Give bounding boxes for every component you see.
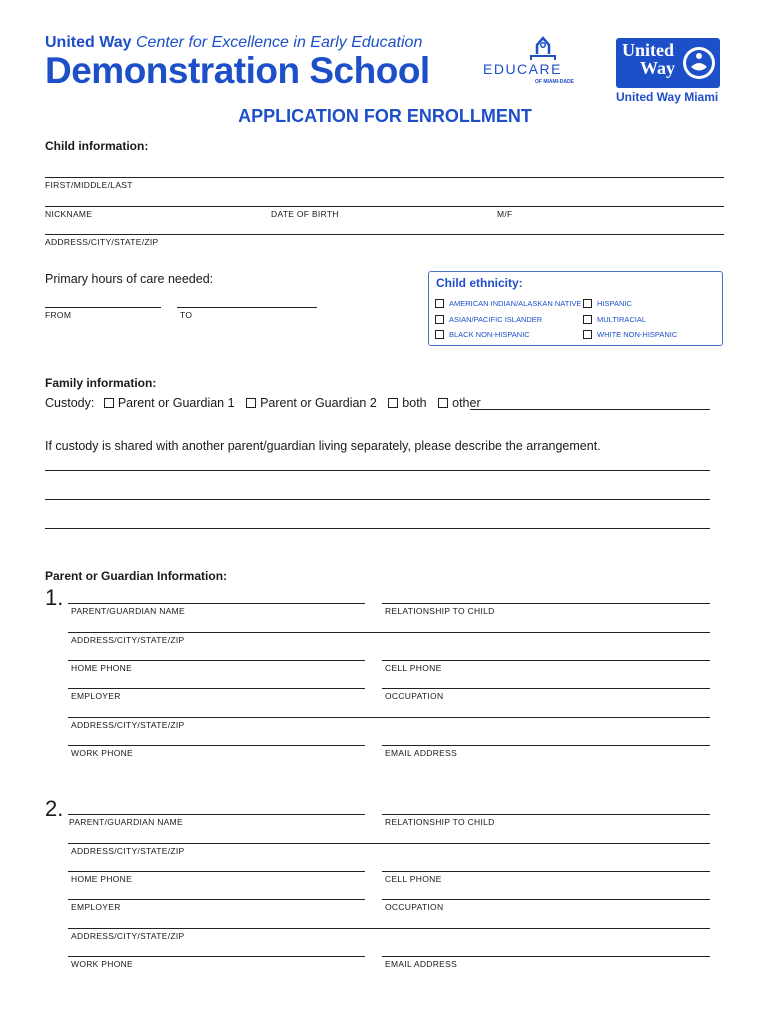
g1-occupation-field[interactable] xyxy=(382,688,710,689)
educare-sub: OF MIAMI-DADE xyxy=(535,79,574,85)
g2-home-phone-label: HOME PHONE xyxy=(71,874,133,884)
g1-cell-phone-label: CELL PHONE xyxy=(385,663,442,673)
custody-option-both[interactable]: both xyxy=(388,396,426,410)
g2-cell-phone-field[interactable] xyxy=(382,871,710,872)
g1-employer-field[interactable] xyxy=(68,688,365,689)
ethnicity-option-black[interactable]: BLACK NON-HISPANIC xyxy=(435,330,530,340)
ethnicity-option-asian[interactable]: ASIAN/PACIFIC ISLANDER xyxy=(435,315,542,325)
g2-address-label: ADDRESS/CITY/STATE/ZIP xyxy=(71,846,185,856)
g2-employer-field[interactable] xyxy=(68,899,365,900)
g2-occupation-label: OCCUPATION xyxy=(385,902,444,912)
from-field[interactable] xyxy=(45,307,161,308)
child-name-label: FIRST/MIDDLE/LAST xyxy=(45,180,133,190)
arrangement-line-1[interactable] xyxy=(45,470,710,471)
uw-logo-line2: Way xyxy=(640,58,676,78)
ethnicity-option-hispanic[interactable]: HISPANIC xyxy=(583,299,632,309)
g2-employer-label: EMPLOYER xyxy=(71,902,121,912)
g1-name-label: PARENT/GUARDIAN NAME xyxy=(71,606,185,616)
helping-hand-icon xyxy=(682,45,716,81)
g2-work-address-field[interactable] xyxy=(68,928,710,929)
g2-work-phone-field[interactable] xyxy=(68,956,365,957)
g1-work-phone-field[interactable] xyxy=(68,745,365,746)
checkbox-icon[interactable] xyxy=(583,315,592,324)
ethnicity-option-multiracial[interactable]: MULTIRACIAL xyxy=(583,315,646,325)
custody-row xyxy=(45,396,481,410)
ethnicity-title: Child ethnicity: xyxy=(436,276,523,290)
school-name: Demonstration School xyxy=(45,50,430,91)
to-field[interactable] xyxy=(177,307,317,308)
custody-option-guardian1[interactable]: Parent or Guardian 1 xyxy=(104,396,235,410)
guardian-info-heading: Parent or Guardian Information: xyxy=(45,569,228,583)
g1-cell-phone-field[interactable] xyxy=(382,660,710,661)
child-details-field[interactable] xyxy=(45,206,724,207)
g1-home-phone-label: HOME PHONE xyxy=(71,663,133,673)
checkbox-icon[interactable] xyxy=(583,299,592,308)
shared-custody-prompt: If custody is shared with another parent/guardian living separately, please describe the arrangement. xyxy=(45,439,601,453)
g2-relationship-field[interactable] xyxy=(382,814,710,815)
united-way-logo xyxy=(616,38,720,90)
to-label: TO xyxy=(180,310,193,320)
uw-logo-line1: United xyxy=(622,40,675,60)
g1-address-field[interactable] xyxy=(68,632,710,633)
g2-name-field[interactable] xyxy=(68,814,365,815)
ethnicity-option-white[interactable]: WHITE NON-HISPANIC xyxy=(583,330,677,340)
g2-occupation-field[interactable] xyxy=(382,899,710,900)
custody-label: Custody: xyxy=(45,396,95,410)
g1-work-phone-label: WORK PHONE xyxy=(71,748,134,758)
educare-logo xyxy=(483,34,588,90)
united-way-brand: United Way xyxy=(45,34,132,51)
g2-email-label: EMAIL ADDRESS xyxy=(385,959,458,969)
guardian-1-number: 1. xyxy=(45,585,64,610)
g2-relationship-label: RELATIONSHIP TO CHILD xyxy=(385,817,495,827)
child-address-field[interactable] xyxy=(45,234,724,235)
center-tagline: Center for Excellence in Early Education xyxy=(135,34,423,51)
g1-email-label: EMAIL ADDRESS xyxy=(385,748,458,758)
g2-home-phone-field[interactable] xyxy=(68,871,365,872)
g1-relationship-field[interactable] xyxy=(382,603,710,604)
g1-occupation-label: OCCUPATION xyxy=(385,691,444,701)
g1-name-field[interactable] xyxy=(68,603,365,604)
checkbox-icon[interactable] xyxy=(435,299,444,308)
dob-label: DATE OF BIRTH xyxy=(271,209,339,219)
g1-email-field[interactable] xyxy=(382,745,710,746)
g1-work-address-label: ADDRESS/CITY/STATE/ZIP xyxy=(71,720,185,730)
custody-other-field[interactable] xyxy=(470,409,710,410)
child-address-label: ADDRESS/CITY/STATE/ZIP xyxy=(45,237,159,247)
united-way-miami-caption: United Way Miami xyxy=(616,90,719,104)
checkbox-icon[interactable] xyxy=(438,398,448,408)
nickname-label: NICKNAME xyxy=(45,209,93,219)
arrangement-line-3[interactable] xyxy=(45,528,710,529)
checkbox-icon[interactable] xyxy=(435,330,444,339)
form-title: APPLICATION FOR ENROLLMENT xyxy=(238,106,532,126)
g1-employer-label: EMPLOYER xyxy=(71,691,121,701)
guardian-2-number: 2. xyxy=(45,796,64,821)
child-name-field[interactable] xyxy=(45,177,724,178)
g1-work-address-field[interactable] xyxy=(68,717,710,718)
mf-label: M/F xyxy=(497,209,513,219)
g2-email-field[interactable] xyxy=(382,956,710,957)
checkbox-icon[interactable] xyxy=(435,315,444,324)
g1-home-phone-field[interactable] xyxy=(68,660,365,661)
checkbox-icon[interactable] xyxy=(388,398,398,408)
custody-option-guardian2[interactable]: Parent or Guardian 2 xyxy=(246,396,377,410)
arrangement-line-2[interactable] xyxy=(45,499,710,500)
family-info-heading: Family information: xyxy=(45,376,157,390)
g2-work-address-label: ADDRESS/CITY/STATE/ZIP xyxy=(71,931,185,941)
g1-address-label: ADDRESS/CITY/STATE/ZIP xyxy=(71,635,185,645)
from-label: FROM xyxy=(45,310,72,320)
checkbox-icon[interactable] xyxy=(583,330,592,339)
g2-address-field[interactable] xyxy=(68,843,710,844)
educare-wordmark: EDUCARE xyxy=(483,61,562,77)
g2-cell-phone-label: CELL PHONE xyxy=(385,874,442,884)
checkbox-icon[interactable] xyxy=(246,398,256,408)
ethnicity-box xyxy=(428,271,723,346)
g2-name-label: PARENT/GUARDIAN NAME xyxy=(69,817,183,827)
g2-work-phone-label: WORK PHONE xyxy=(71,959,134,969)
ethnicity-option-american-indian[interactable]: AMERICAN INDIAN/ALASKAN NATIVE xyxy=(435,299,581,309)
g1-relationship-label: RELATIONSHIP TO CHILD xyxy=(385,606,495,616)
hours-label: Primary hours of care needed: xyxy=(45,272,214,286)
checkbox-icon[interactable] xyxy=(104,398,114,408)
child-info-heading: Child information: xyxy=(45,139,149,153)
custody-option-other[interactable]: other xyxy=(438,396,481,410)
